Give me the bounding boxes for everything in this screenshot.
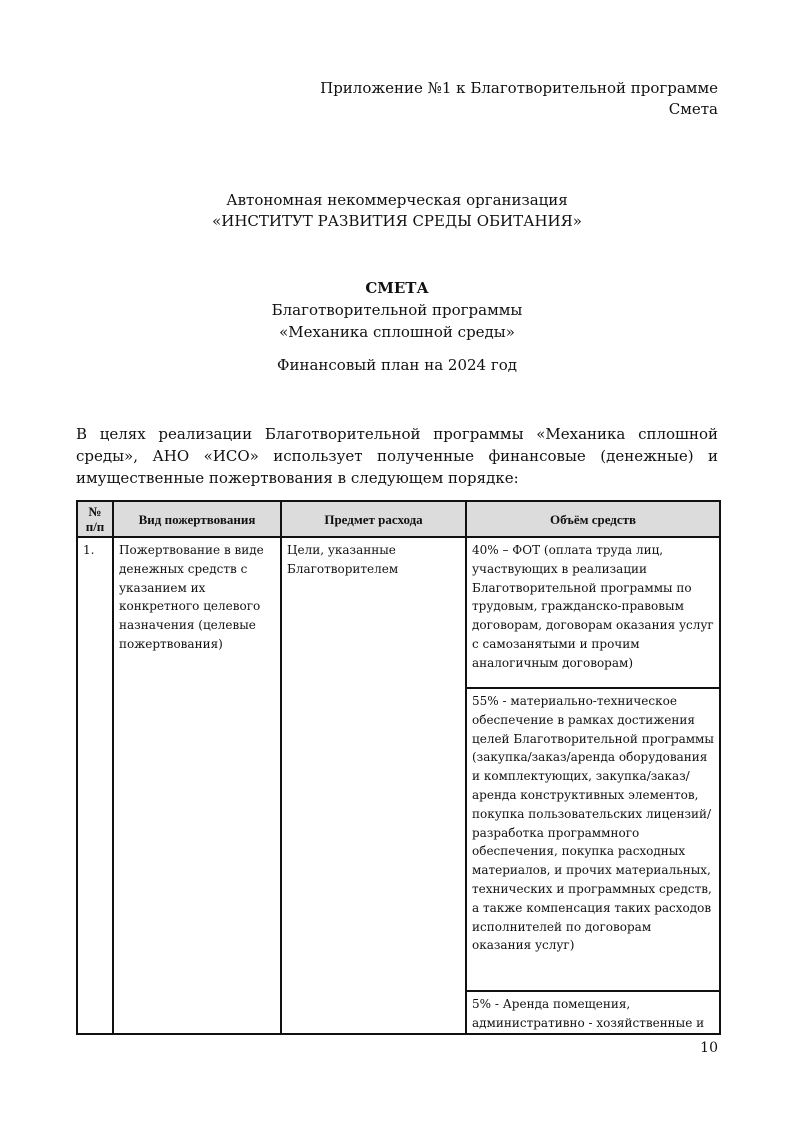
appendix-header <box>320 78 718 120</box>
header-expense-subject: Предмет расхода <box>281 501 466 537</box>
table-header-row <box>77 501 720 537</box>
header-donation-type: Вид пожертвования <box>113 501 281 537</box>
table-row <box>77 537 720 688</box>
organization-line-2: «ИНСТИТУТ РАЗВИТИЯ СРЕДЫ ОБИТАНИЯ» <box>212 212 582 230</box>
title-heading: СМЕТА <box>365 279 429 297</box>
header-amount: Объём средств <box>466 501 720 537</box>
title-line-1: Благотворительной программы <box>271 301 523 319</box>
header-number <box>77 501 113 537</box>
row-number: 1. <box>77 537 113 1034</box>
intro-paragraph: В целях реализации Благотворительной программы «Механика сплошной среды», АНО «ИСО» использует полученные финансовые (денежные) и имущественные пожертвования в следующем порядке: <box>76 425 718 487</box>
expense-subject-cell: Цели, указанные Благотворителем <box>281 537 466 1034</box>
financial-plan-label: Финансовый план на 2024 год <box>277 356 517 374</box>
donation-type-cell: Пожертвование в виде денежных средств с указанием их конкретного целевого назначения (целевые пожертвования) <box>113 537 281 1034</box>
amount-cell-materials: 55% - материально-техническое обеспечение в рамках достижения целей Благотворительной программы (закупка/заказ/аренда оборудования и комплектующих, закупка/заказ/аренда конструктивных элементов, покупка пользовательских лицензий/разработка программного обеспечения, покупка расходных материалов, и прочих материальных, технических и программных средств, а также компенсация таких расходов исполнителей по договорам оказания услуг) <box>466 688 720 991</box>
document-title <box>0 277 794 376</box>
appendix-doc-type: Смета <box>668 100 718 118</box>
title-line-2: «Механика сплошной среды» <box>279 323 515 341</box>
organization-line-1: Автономная некоммерческая организация <box>226 191 568 209</box>
amount-cell-rent: 5% - Аренда помещения, административно - хозяйственные и <box>466 991 720 1034</box>
amount-cell-payroll: 40% – ФОТ (оплата труда лиц, участвующих в реализации Благотворительной программы по трудовым, гражданско-правовым договорам, договорам оказания услуг с самозанятыми и прочим аналогичным договорам) <box>466 537 720 688</box>
page-number: 10 <box>700 1040 718 1056</box>
estimate-table <box>76 500 721 1035</box>
header-number-line-1: № <box>88 504 102 519</box>
appendix-title: Приложение №1 к Благотворительной программе <box>320 79 718 97</box>
header-number-line-2: п/п <box>85 519 105 534</box>
organization-name <box>0 190 794 232</box>
